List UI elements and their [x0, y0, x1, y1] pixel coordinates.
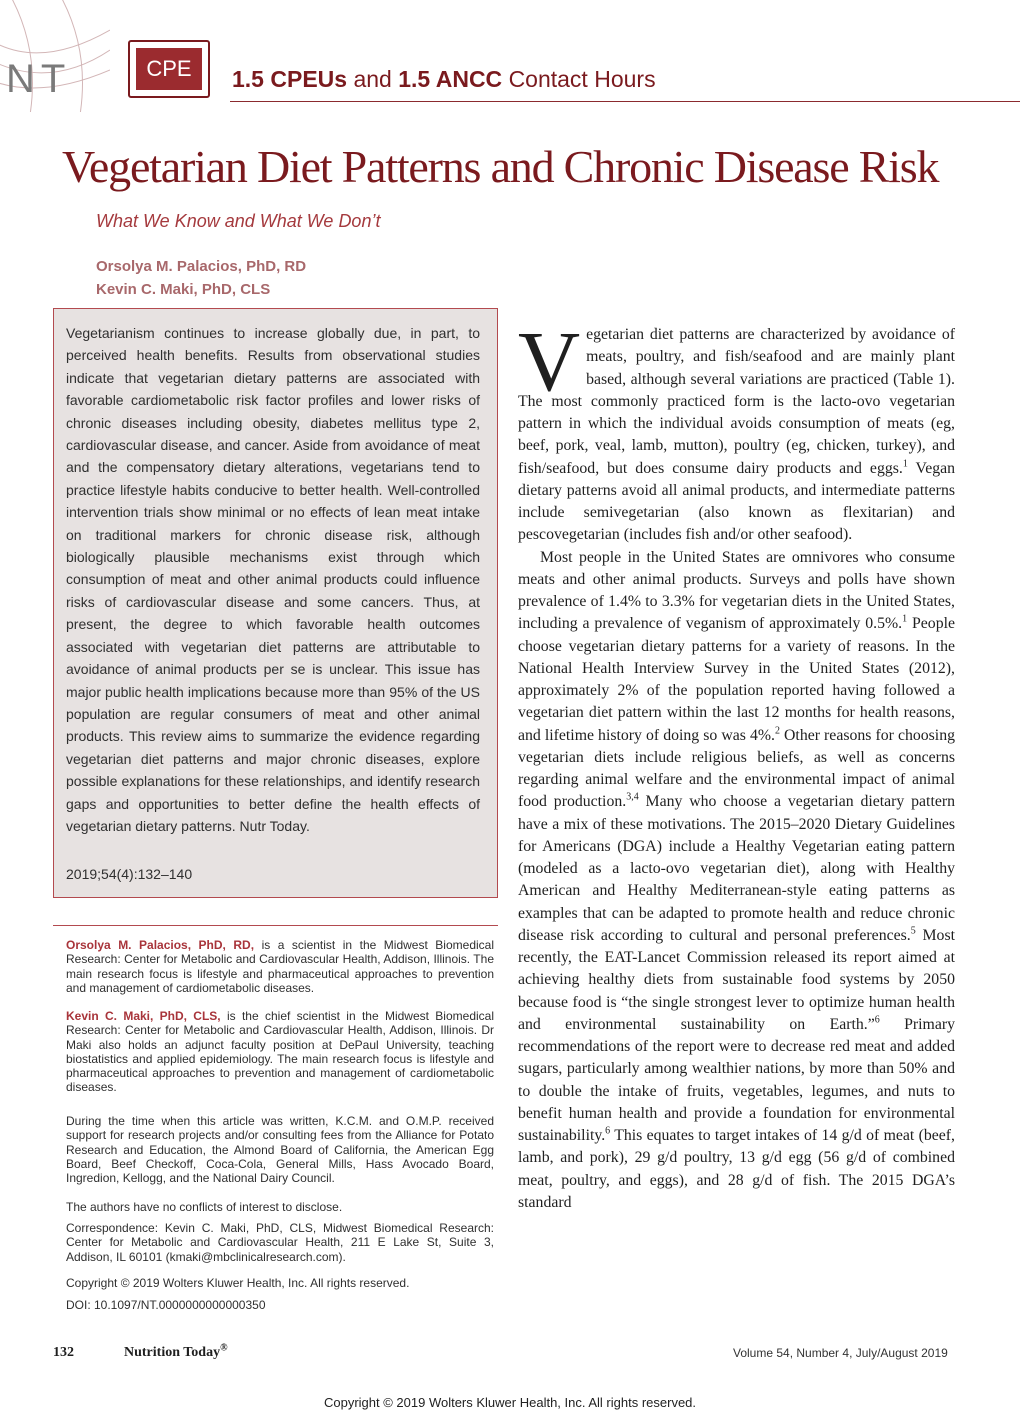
registered-mark: ®	[220, 1342, 228, 1354]
citation-ref: 1	[902, 613, 908, 625]
article-subtitle: What We Know and What We Don’t	[96, 211, 381, 231]
p2-part-e: Most recently, the EAT-Lancet Commission released its report aimed at achieving healthy diets from sustainable food systems by 2050 because food is “the single strongest lever to optimize human health and environmental sustainability on Earth.”	[518, 926, 955, 1033]
citation-ref: 6	[874, 1014, 880, 1026]
body-paragraph-2	[518, 547, 955, 1215]
journal-name	[124, 1342, 228, 1361]
footnote-funding: During the time when this article was written, K.C.M. and O.M.P. received support for research projects and/or consulting fees from the Alliance for Potato Research and Education, the Almond Board of California, the American Egg Board, Beef Checkoff, Coca-Cola, General Mills, Hass Avocado Board, Ingredion, Kellogg, and the National Dairy Council.	[66, 1114, 494, 1186]
author-2: Kevin C. Maki, PhD, CLS	[96, 281, 271, 298]
issue-info: Volume 54, Number 4, July/August 2019	[733, 1346, 948, 1360]
ancc-credits: 1.5 ANCC	[398, 66, 503, 92]
p2-part-g: This equates to target intakes of 14 g/d of meat (beef, lamb, and pork), 29 g/d poultry, 13 g/d egg (56 g/d of combined meat, poultry, and eggs), and 28 g/d of fish. The 2015 DGA’s standard	[518, 1127, 955, 1211]
abstract-citation: 2019;54(4):132–140	[66, 866, 193, 882]
p2-part-c: Other reasons for choosing vegetarian diets include religious beliefs, as well as concerns regarding animal welfare and the environmental impact of animal food production.	[518, 726, 955, 811]
citation-ref: 5	[910, 925, 916, 937]
footnote-doi: DOI: 10.1097/NT.0000000000000350	[66, 1298, 266, 1312]
footnote-author1-name: Orsolya M. Palacios, PhD, RD,	[66, 938, 255, 952]
footnote-rule	[53, 925, 498, 926]
p2-part-b: People choose vegetarian dietary patterns for a variety of reasons. In the National Health Interview Survey in the United States (2012), approximately 2% of the population reported having followed a vegetarian diet pattern within the last 12 months for health reasons, and lifetime history of doing so was 4%.	[518, 615, 955, 744]
author-1: Orsolya M. Palacios, PhD, RD	[96, 258, 307, 275]
header-rule	[230, 101, 1020, 102]
citation-ref: 3,4	[626, 791, 639, 803]
footnote-author1	[66, 938, 494, 995]
journal-title: Nutrition Today	[124, 1345, 221, 1360]
p2-part-f: Primary recommendations of the report were to decrease red meat and added sugars, particularly among wealthier nations, by more than 50% and to double the intake of fruits, vegetables, legumes, and nuts to benefit human health and provide a foundation for environmental sustainability.	[518, 1015, 955, 1144]
abstract-text: Vegetarianism continues to increase globally due, in part, to perceived health benefits. Results from observational studies indicate that vegetarian dietary patterns are associated with favorable cardiometabolic risk factor profiles and lower risks of chronic diseases including obesity, diabetes mellitus type 2, cardiovascular disease, and cancer. Aside from avoidance of meat and the compensatory dietary alterations, vegetarians tend to practice lifestyle habits conducive to better health. Well-controlled intervention trials show minimal or no effects of lean meat intake on traditional markers for chronic disease risk, although biologically plausible mechanisms exist through which consumption of meat and other animal products could influence risks of cardiovascular disease and some cancers. Thus, at present, the degree to which favorable health outcomes associated with vegetarian diet patterns are attributable to avoidance of animal products per se is unclear. This issue has major public health implications because more than 95% of the US population are regular consumers of meat and other animal products. This review aims to summarize the evidence regarding vegetarian diet patterns and major chronic diseases, explore possible explanations for these relationships, and identify research gaps and opportunities to better define the health effects of vegetarian dietary patterns. Nutr Today.	[66, 325, 480, 834]
cpe-label: CPE	[136, 48, 202, 90]
footnote-author2	[66, 1009, 494, 1095]
footnote-conflicts: The authors have no conflicts of interest to disclose.	[66, 1200, 343, 1214]
citation-ref: 1	[902, 458, 908, 470]
p2-part-a: Most people in the United States are omnivores who consume meats and other animal products. Surveys and polls have shown prevalence of 1.4% to 3.3% for vegetarian diets in the United States, including a prevalence of veganism of approximately 0.5%.	[518, 548, 955, 633]
credits-and: and	[353, 66, 392, 92]
article-title: Vegetarian Diet Patterns and Chronic Disease Risk	[62, 141, 939, 192]
p2-part-d: Many who choose a vegetarian dietary pattern have a mix of these motivations. The 2015–2020 Dietary Guidelines for Americans (DGA) include a Healthy Vegetarian eating pattern (modeled as a lacto-ovo vegetarian diet), along with Healthy American and Healthy Mediterranean-style eating patterns as examples that can be adapted to promote health and reduce chronic disease risk according to cultural and personal preferences.	[518, 793, 955, 944]
cpe-badge	[128, 40, 210, 98]
credits-tail: Contact Hours	[508, 66, 656, 92]
body-column	[518, 313, 956, 1214]
p1-part-a: egetarian diet patterns are characterized by avoidance of meats, poultry, and fish/seafood and are mainly plant based, although several variations are practiced (Table 1). The most commonly practiced form is the lacto-ovo vegetarian pattern in which the individual avoids consumption of meats (eg, beef, pork, veal, lamb, mutton), poultry (eg, chicken, turkey), and fish/seafood, but does consume dairy products and eggs.	[518, 326, 955, 477]
nutrition-today-logo	[0, 0, 110, 112]
footnote-author1-bio: is a scientist in the Midwest Biomedical Research: Center for Metabolic and Cardiovascular Health, Addison, Illinois. The main research focus is lifestyle and pharmaceutical approaches to prevention and management of cardiometabolic diseases.	[66, 938, 494, 995]
bottom-copyright: Copyright © 2019 Wolters Kluwer Health, Inc. All rights reserved.	[323, 1395, 697, 1410]
footnote-author2-bio: is the chief scientist in the Midwest Biomedical Research: Center for Metabolic and Cardiovascular Health, Addison, Illinois. Dr Maki also holds an adjunct faculty position at DePaul University, teaching biostatistics and applied epidemiology. The main research focus is lifestyle and pharmaceutical approaches to prevention and management of cardiometabolic diseases.	[66, 1009, 494, 1095]
citation-ref: 6	[605, 1125, 611, 1137]
citation-ref: 2	[774, 725, 780, 737]
p1-part-b: Vegan dietary patterns avoid all animal products, and intermediate patterns include semivegetarian (also known as flexitarian) and pescovegetarian (includes fish and/or other seafood).	[518, 459, 956, 544]
footnote-author2-name: Kevin C. Maki, PhD, CLS,	[66, 1009, 221, 1023]
drop-cap: V	[518, 313, 581, 409]
footnote-correspondence: Correspondence: Kevin C. Maki, PhD, CLS, Midwest Biomedical Research: Center for Metabolic and Cardiovascular Health, 211 E Lake St, Suite 3, Addison, IL 60101 (kmaki@mbclinicalresearch.com).	[66, 1221, 494, 1264]
page-number: 132	[53, 1345, 74, 1360]
footnote-copyright: Copyright © 2019 Wolters Kluwer Health, Inc. All rights reserved.	[66, 1276, 410, 1290]
svg-text:NT: NT	[6, 57, 72, 101]
continuing-education-credits	[232, 66, 656, 93]
body-paragraph-1	[518, 313, 956, 547]
cpeu-credits: 1.5 CPEUs	[232, 66, 348, 92]
